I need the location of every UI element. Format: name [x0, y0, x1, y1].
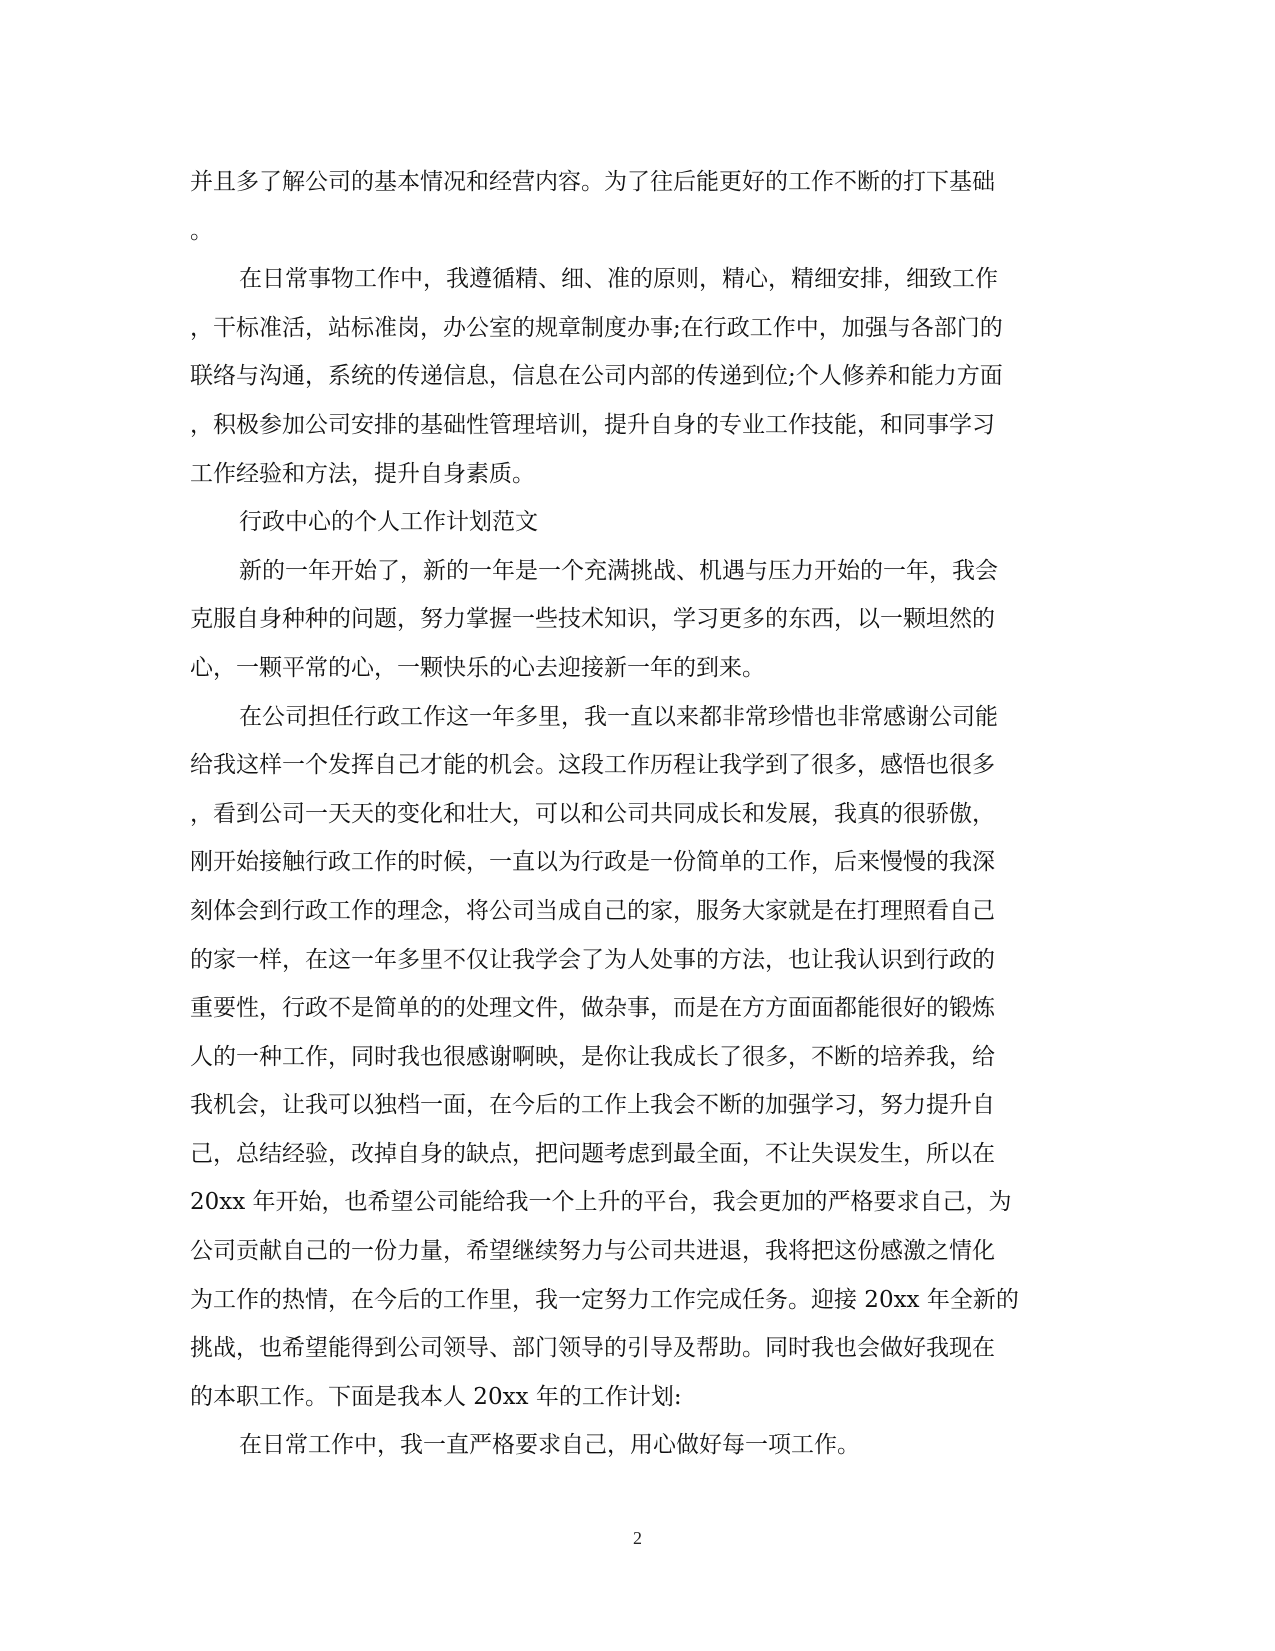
text-line: 新的一年开始了，新的一年是一个充满挑战、机遇与压力开始的一年，我会 — [239, 557, 998, 584]
text-line: 并且多了解公司的基本情况和经营内容。为了往后能更好的工作不断的打下基础 — [190, 169, 995, 195]
text-line: 公司贡献自己的一份力量，希望继续努力与公司共进退，我将把这份感激之情化 — [190, 1238, 995, 1265]
text-line: 联络与沟通，系统的传递信息，信息在公司内部的传递到位;个人修养和能力方面 — [190, 363, 1003, 390]
text-line: 刚开始接触行政工作的时候，一直以为行政是一份简单的工作，后来慢慢的我深 — [190, 849, 995, 876]
text-line: 给我这样一个发挥自己才能的机会。这段工作历程让我学到了很多，感悟也很多 — [190, 752, 995, 779]
text-line: 为工作的热情，在今后的工作里，我一定努力工作完成任务。迎接 20xx 年全新的 — [190, 1286, 1019, 1313]
text-line: 人的一种工作，同时我也很感谢啊映，是你让我成长了很多，不断的培养我，给 — [190, 1043, 995, 1070]
text-line: 的本职工作。下面是我本人 20xx 年的工作计划: — [190, 1383, 682, 1410]
text-line: 在日常工作中，我一直严格要求自己，用心做好每一项工作。 — [239, 1432, 860, 1459]
text-line: ，看到公司一天天的变化和壮大，可以和公司共同成长和发展，我真的很骄傲， — [190, 800, 995, 827]
text-line: 20xx 年开始，也希望公司能给我一个上升的平台，我会更加的严格要求自己，为 — [190, 1189, 1012, 1216]
text-line: ，积极参加公司安排的基础性管理培训，提升自身的专业工作技能，和同事学习 — [190, 411, 995, 438]
text-line: 重要性，行政不是简单的的处理文件，做杂事，而是在方方面面都能很好的锻炼 — [190, 995, 995, 1022]
text-line: 工作经验和方法，提升自身素质。 — [190, 460, 535, 487]
text-line: 克服自身种种的问题，努力掌握一些技术知识，学习更多的东西，以一颗坦然的 — [190, 606, 995, 633]
text-line: 在公司担任行政工作这一年多里，我一直以来都非常珍惜也非常感谢公司能 — [239, 703, 998, 730]
text-line: ，干标准活，站标准岗，办公室的规章制度办事;在行政工作中，加强与各部门的 — [190, 314, 1003, 341]
page-number: 2 — [633, 1528, 642, 1548]
text-line: 心，一颗平常的心，一颗快乐的心去迎接新一年的到来。 — [190, 654, 765, 681]
text-line: 。 — [190, 217, 213, 244]
text-line: 行政中心的个人工作计划范文 — [239, 509, 538, 536]
text-line: 我机会，让我可以独档一面，在今后的工作上我会不断的加强学习，努力提升自 — [190, 1092, 995, 1119]
text-line: 挑战，也希望能得到公司领导、部门领导的引导及帮助。同时我也会做好我现在 — [190, 1335, 995, 1362]
text-line: 的家一样，在这一年多里不仅让我学会了为人处事的方法，也让我认识到行政的 — [190, 946, 995, 973]
text-line: 刻体会到行政工作的理念，将公司当成自己的家，服务大家就是在打理照看自己 — [190, 897, 995, 924]
text-line: 己，总结经验，改掉自身的缺点，把问题考虑到最全面，不让失误发生，所以在 — [190, 1140, 995, 1167]
text-line: 在日常事物工作中，我遵循精、细、准的原则，精心，精细安排，细致工作 — [239, 266, 998, 293]
body-text — [190, 158, 1080, 1470]
